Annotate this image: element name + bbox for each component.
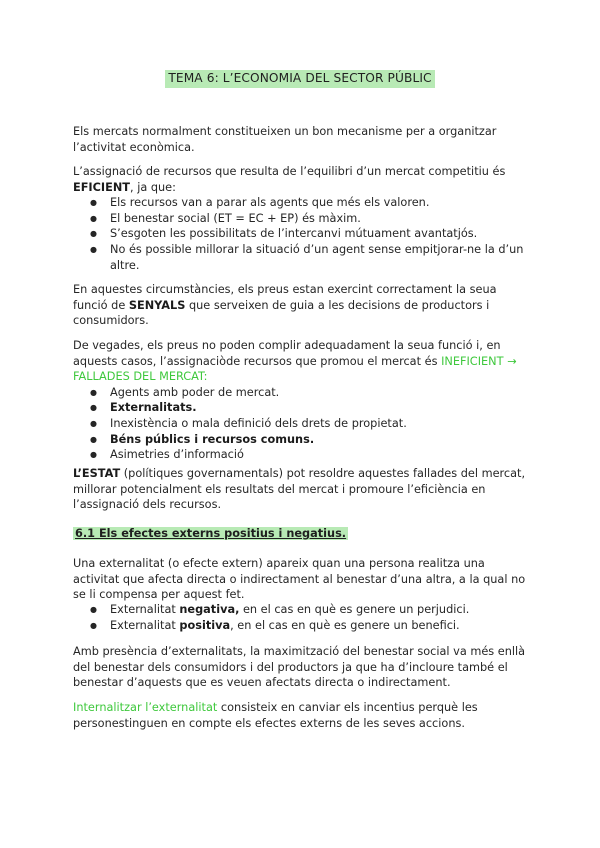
list-item: ● Externalitats. (73, 400, 533, 416)
intro-paragraph: Els mercats normalment constitueixen un bon mecanisme per a organitzar l’activitat econòmica. (73, 125, 497, 154)
signals-paragraph (73, 282, 533, 329)
presence-paragraph: Amb presència d’externalitats, la maximització del benestar social va més enllà del benestar dels consumidors i del productors ja que ha d’incloure també el benestar d’aquests que es veuen afectats directa o indirectament. (73, 645, 526, 690)
type-suffix: en el cas en què es genere un perjudici. (242, 603, 470, 616)
list-item: ● Béns públics i recursos comuns. (73, 432, 533, 448)
failures-highlight: INEFICIENT → FALLADES DEL MERCAT: (73, 354, 517, 384)
list-item: ● S’esgoten les possibilitats de l’intercanvi mútuament avantatjós. (73, 226, 533, 242)
type-suffix: , en el cas en què es genere un benefici. (230, 618, 460, 632)
section-heading: 6.1 Els efectes externs positius i negatius. (75, 527, 347, 540)
page-title: TEMA 6: L’ECONOMIA DEL SECTOR PÚBLIC (165, 70, 434, 88)
efficient-bullet-list (73, 195, 533, 273)
failures-lead: De vegades, els preus no poden complir adequadament la seua funció i, en aquests casos, l’assignaciòde recursos que promou el mercat és (73, 339, 501, 368)
type-prefix: Externalitat (110, 618, 176, 632)
state-keyword: L’ESTAT (73, 467, 121, 480)
list-item: ● No és possible millorar la situació d’un agent sense empitjorar-ne la d’un altre. (73, 242, 533, 273)
state-paragraph (73, 466, 533, 513)
type-keyword: negativa, (179, 603, 240, 616)
list-item: ● Asimetries d’informació (73, 447, 533, 463)
list-item: ● Inexistència o mala definició dels drets de propietat. (73, 416, 533, 432)
list-item: ● Els recursos van a parar als agents que més els valoren. (73, 195, 533, 211)
internalize-text: consisteix en canviar els incentius perquè les personestinguen en compte els efectes externs de les seves accions. (73, 701, 478, 730)
efficient-tail: , ja que: (130, 180, 176, 194)
list-item (73, 602, 533, 618)
externality-types-list (73, 602, 533, 633)
type-keyword: positiva (179, 618, 231, 632)
signals-tail: que serveixen de guia a les decisions de productors i consumidors. (73, 298, 490, 328)
signals-lead: En aquestes circumstàncies, els preus estan exercint correctament la seua funció de (73, 283, 497, 312)
signals-keyword: SENYALS (128, 298, 186, 312)
internalize-label: Internalitzar l’externalitat (73, 701, 218, 714)
efficient-lead: L’assignació de recursos que resulta de l’equilibri d’un mercat competitiu és (73, 165, 506, 178)
list-item (73, 618, 533, 634)
efficient-section (73, 164, 533, 273)
definition-paragraph: Una externalitat (o efecte extern) apareix quan una persona realitza una activitat que afecta directa o indirectament al benestar d’una altra, a la qual no se li compensa per aquest fet. (73, 557, 526, 602)
efficient-keyword: EFICIENT (73, 180, 131, 194)
list-item: ● El benestar social (ET = EC + EP) és màxim. (73, 211, 533, 227)
list-item: ● Agents amb poder de mercat. (73, 385, 533, 401)
failures-bullet-list (73, 385, 533, 463)
state-text: (polítiques governamentals) pot resoldre aquestes fallades del mercat, millorar potencialment els resultats del mercat i promoure l’eficiència en l’assignació dels recursos. (73, 467, 526, 512)
failures-section (73, 338, 533, 463)
type-prefix: Externalitat (110, 603, 176, 616)
internalize-paragraph (73, 700, 533, 731)
